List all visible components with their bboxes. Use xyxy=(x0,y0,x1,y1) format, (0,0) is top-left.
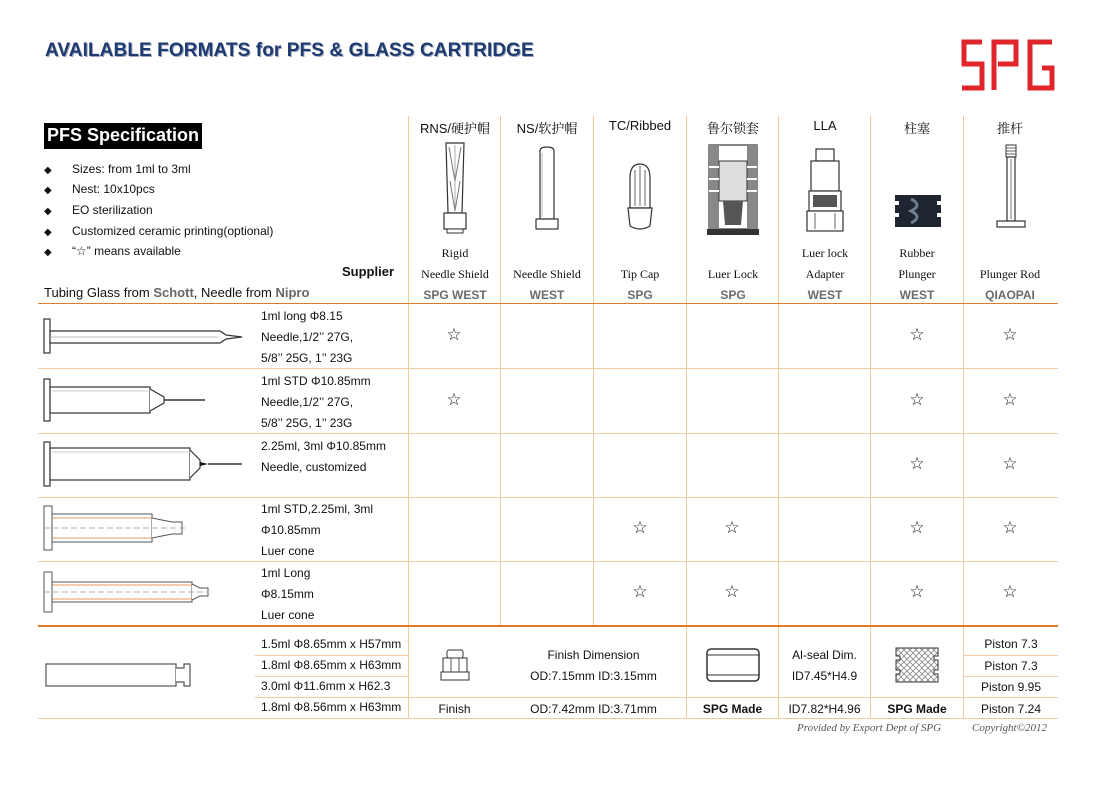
col-header-lla: LLA xyxy=(813,118,837,133)
grid-rule xyxy=(38,497,1058,498)
col-label-line1: Luer lock xyxy=(801,246,849,260)
al-seal-value: ID7.45*H4.9 xyxy=(791,669,858,683)
col-header-luer-lock: 鲁尔锁套 xyxy=(706,121,759,136)
grid-divider xyxy=(408,116,409,718)
luer-lock-adapter-icon xyxy=(805,147,845,237)
pfs-spec-title: PFS Specification xyxy=(44,123,202,149)
row-description: 2.25ml, 3ml Φ10.85mm Needle, customized xyxy=(261,439,386,474)
piston-spec: Piston 9.95 xyxy=(980,680,1042,694)
col-label-line1: Rubber xyxy=(899,246,935,260)
footer-provided: Provided by Export Dept of SPG xyxy=(797,722,942,734)
col-header-rod: 推杆 xyxy=(996,121,1023,136)
syringe-1ml-long-needle-icon xyxy=(40,313,245,363)
grid-rule xyxy=(38,625,1058,627)
spec-bullet: ◆ “☆” means available xyxy=(44,244,181,258)
grid-rule xyxy=(964,676,1058,677)
available-star-icon: ☆ xyxy=(724,518,740,537)
row-description: 1ml STD Φ10.85mm Needle,1/2’’ 27G, 5/8’’ 25G, 1’’ 23G xyxy=(261,374,371,430)
available-star-icon: ☆ xyxy=(446,390,462,409)
row-description: 1ml Long Φ8.15mm Luer cone xyxy=(261,566,315,622)
supplier-cell: QIAOPAI xyxy=(985,288,1035,302)
available-star-icon: ☆ xyxy=(909,454,925,473)
row-description: 1ml long Φ8.15 Needle,1/2’’ 27G, 5/8’’ 25G, 1’’ 23G xyxy=(261,309,354,365)
syringe-1ml-std-needle-icon xyxy=(40,377,210,427)
col-label-line2: Plunger Rod xyxy=(979,267,1041,281)
col-header-plunger: 柱塞 xyxy=(903,121,930,136)
col-header-tc: TC/Ribbed xyxy=(608,118,672,133)
finish-dim-value: OD:7.42mm ID:3.71mm xyxy=(530,702,657,716)
plunger-rod-icon xyxy=(993,141,1029,237)
spec-bullet: ◆ Customized ceramic printing(optional) xyxy=(44,224,274,238)
piston-spec: Piston 7.24 xyxy=(980,702,1042,716)
spec-bullet: ◆ Nest: 10x10pcs xyxy=(44,182,155,196)
grid-divider xyxy=(686,116,687,718)
spec-bullet: ◆ Sizes: from 1ml to 3ml xyxy=(44,162,191,176)
diamond-bullet-icon: ◆ xyxy=(44,165,52,176)
diamond-bullet-icon: ◆ xyxy=(44,227,52,238)
available-star-icon: ☆ xyxy=(446,325,462,344)
grid-rule xyxy=(964,655,1058,656)
diamond-bullet-icon: ◆ xyxy=(44,206,52,217)
available-star-icon: ☆ xyxy=(909,518,925,537)
footer-copyright: Copyright©2012 xyxy=(972,722,1047,734)
col-label-line2: Needle Shield xyxy=(421,267,489,281)
page-title: AVAILABLE FORMATS for PFS & GLASS CARTRIDGE xyxy=(45,40,534,61)
rigid-needle-shield-icon xyxy=(440,141,470,237)
cartridge-plunger-icon xyxy=(892,644,942,686)
finish-dim-title: Finish Dimension xyxy=(547,648,640,662)
supplier-cell: SPG WEST xyxy=(423,288,487,302)
tip-cap-icon xyxy=(624,160,656,236)
piston-spec: Piston 7.3 xyxy=(984,659,1038,673)
col-label-line2: Adapter xyxy=(805,267,845,281)
finish-label: Finish xyxy=(438,702,471,716)
syringe-luer-cone-long-icon xyxy=(40,570,210,616)
glass-cartridge-icon xyxy=(44,660,194,690)
grid-divider xyxy=(500,116,501,303)
grid-rule xyxy=(38,433,1058,434)
row-description: 1ml STD,2.25ml, 3ml Φ10.85mm Luer cone xyxy=(261,502,374,558)
grid-rule xyxy=(38,718,1058,719)
spec-bullet: ◆ EO sterilization xyxy=(44,203,153,217)
cartridge-sizes: 1.5ml Φ8.65mm x H57mm 1.8ml Φ8.65mm x H63mm 3.0ml Φ11.6mm x H62.3 1.8ml Φ8.56mm x H63mm xyxy=(261,637,402,714)
grid-rule xyxy=(38,561,1058,562)
supplier-cell: WEST xyxy=(529,288,565,302)
available-star-icon: ☆ xyxy=(1002,454,1018,473)
col-label-line2: Luer Lock xyxy=(707,267,759,281)
grid-divider xyxy=(593,116,594,626)
grid-divider xyxy=(870,116,871,718)
col-header-ns: NS/软护帽 xyxy=(516,121,578,136)
tubing-note: Tubing Glass from Schott, Needle from Nipro xyxy=(44,285,310,300)
available-star-icon: ☆ xyxy=(1002,582,1018,601)
grid-divider xyxy=(963,116,964,718)
col-label-line2: Plunger xyxy=(898,267,936,281)
supplier-cell: WEST xyxy=(899,288,935,302)
diamond-bullet-icon: ◆ xyxy=(44,247,52,258)
available-star-icon: ☆ xyxy=(1002,518,1018,537)
piston-spec: Piston 7.3 xyxy=(984,637,1038,651)
needle-shield-icon xyxy=(533,141,561,237)
grid-divider xyxy=(500,303,501,626)
col-label-line1: Rigid xyxy=(441,246,469,260)
available-star-icon: ☆ xyxy=(1002,325,1018,344)
available-star-icon: ☆ xyxy=(909,390,925,409)
grid-rule xyxy=(38,303,1058,304)
supplier-cell: SPG xyxy=(720,288,746,302)
finish-dim-value: OD:7.15mm ID:3.15mm xyxy=(530,669,657,683)
finish-icon xyxy=(437,648,473,684)
spg-made-label: SPG Made xyxy=(702,702,763,716)
syringe-3ml-needle-icon xyxy=(40,440,245,490)
al-seal-value: ID7.82*H4.96 xyxy=(788,702,861,716)
grid-divider xyxy=(778,116,779,718)
spg-made-label: SPG Made xyxy=(887,702,947,716)
rubber-plunger-icon xyxy=(893,193,943,229)
al-seal-icon xyxy=(704,645,762,685)
available-star-icon: ☆ xyxy=(909,325,925,344)
al-seal-title: Al-seal Dim. xyxy=(792,648,857,662)
col-header-rns: RNS/硬护帽 xyxy=(419,121,491,136)
supplier-label: Supplier xyxy=(342,264,395,279)
col-label-line2: Needle Shield xyxy=(513,267,581,281)
supplier-cell: WEST xyxy=(807,288,843,302)
available-star-icon: ☆ xyxy=(1002,390,1018,409)
available-star-icon: ☆ xyxy=(724,582,740,601)
spg-logo xyxy=(958,34,1056,98)
luer-lock-icon xyxy=(705,141,761,239)
col-label-line2: Tip Cap xyxy=(620,267,660,281)
supplier-cell: SPG xyxy=(627,288,653,302)
available-star-icon: ☆ xyxy=(632,582,648,601)
available-star-icon: ☆ xyxy=(632,518,648,537)
diamond-bullet-icon: ◆ xyxy=(44,185,52,196)
grid-rule xyxy=(38,368,1058,369)
available-star-icon: ☆ xyxy=(909,582,925,601)
syringe-luer-cone-std-icon xyxy=(40,504,190,554)
